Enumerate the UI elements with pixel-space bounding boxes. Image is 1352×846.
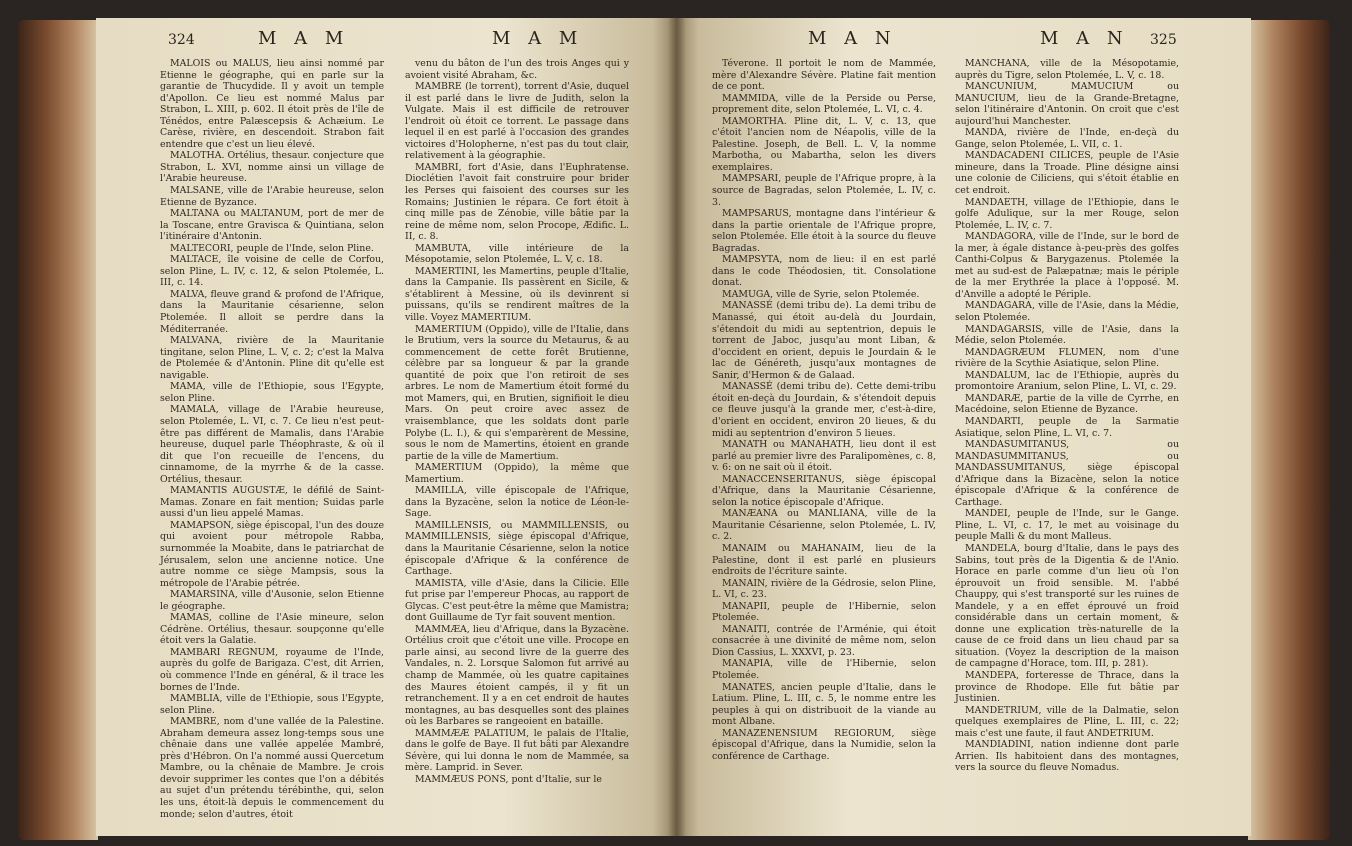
dictionary-entry: MAMISTA, ville d'Asie, dans la Cilicie. Elle fut prise par l'empereur Phocas, au rapport de Glycas. C'est peut-être la même que Mamistra; dont Guillaume de Tyr fait souvent mention. bbox=[405, 577, 629, 624]
dictionary-entry: MANAZENENSIUM REGIORUM, siège épiscopal d'Afrique, dans la Numidie, selon la conférence de Carthage. bbox=[712, 727, 936, 762]
dictionary-entry: MAMMÆA, lieu d'Afrique, dans la Byzacène. Ortélius croit que c'étoit une ville. Procope en parle ainsi, au second livre de la guerre des Vandales, n. 2. Lorsque Salomon fut arrivé au champ de Mammée, où les quatre capitaines des Maures étoient campés, il y fit un retranchement. Il y a en cet endroit de hautes montagnes, au bas desquelles sont des plaines où les Barbares se rangeoient en bataille. bbox=[405, 623, 629, 728]
dictionary-entry: MANAIM ou MAHANAIM, lieu de la Palestine, dont il est parlé en plusieurs endroits de l'écriture sainte. bbox=[712, 542, 936, 578]
dictionary-entry: MAMBLIA, ville de l'Ethiopie, sous l'Egypte, selon Pline. bbox=[160, 693, 384, 716]
dictionary-entry: MAMILLENSIS, ou MAMMILLENSIS, ou MAMMILLENSIS, siège épiscopal d'Afrique, dans la Mauritanie Césarienne, selon la notice épiscopale d'Afrique & la conférence de Carthage. bbox=[405, 519, 629, 578]
dictionary-entry: MAMUGA, ville de Syrie, selon Ptolemée. bbox=[722, 288, 920, 300]
dictionary-entry: MAMMIDA, ville de la Perside ou Perse, proprement dite, selon Ptolemée, L. VI, c. 4. bbox=[712, 92, 936, 116]
dictionary-entry: MANÆANA ou MANLIANA, ville de la Mauritanie Césarienne, selon Ptolemée, L. IV, c. 2. bbox=[712, 508, 936, 543]
dictionary-entry: MANDEI, peuple de l'Inde, sur le Gange. Pline, L. VI, c. 17, le met au voisinage du peuple Malli & du mont Malleus. bbox=[955, 508, 1179, 543]
dictionary-entry: MANDETRIUM, ville de la Dalmatie, selon quelques exemplaires de Pline, L. III, c. 22; mais c'est une faute, il faut ANDETRIUM. bbox=[955, 704, 1179, 739]
dictionary-entry: MAMA, ville de l'Ethiopie, sous l'Egypte, selon Pline. bbox=[160, 381, 384, 404]
dictionary-entry: MAMBARI REGNUM, royaume de l'Inde, auprès du golfe de Barigaza. C'est, dit Arrien, où commence l'Inde en général, & il trace les bornes de l'Inde. bbox=[160, 646, 384, 693]
dictionary-entry: MANAPIA, ville de l'Hibernie, selon Ptolemée. bbox=[712, 658, 936, 681]
dictionary-entry: MAMBRE, nom d'une vallée de la Palestine. Abraham demeura assez long-temps sous une chênaie dans une vallée appelée Mambré, près d'Hébron. On l'a nommé aussi Quercetum Mambre, ou la chênaie de Mambre. Je crois devoir supprimer les contes que l'on a débités au sujet d'un prétendu térébinthe, qui, selon les uns, étoit-là depuis le commencement du monde; selon d'autres, étoit bbox=[160, 716, 384, 820]
dictionary-entry: MAMPSARI, peuple de l'Afrique propre, à la source de Bagradas, selon Ptolemée, L. IV, c. 3. bbox=[712, 173, 936, 208]
right-page-column-1 bbox=[712, 58, 936, 762]
dictionary-entry: MAMMÆUS PONS, pont d'Italie, sur le bbox=[415, 773, 602, 785]
dictionary-entry: MANDAGARSIS, ville de l'Asie, dans la Médie, selon Ptolemée. bbox=[955, 323, 1179, 347]
dictionary-entry: venu du bâton de l'un des trois Anges qui y avoient visité Abraham, &c. bbox=[405, 58, 629, 81]
dictionary-entry: MANCHANA, ville de la Mésopotamie, auprès du Tigre, selon Ptolemée, L. V, c. 18. bbox=[955, 58, 1179, 81]
right-page-column-2 bbox=[955, 58, 1179, 774]
dictionary-entry: MAMBUTA, ville intérieure de la Mésopotamie, selon Ptolemée, L. V, c. 18. bbox=[405, 242, 629, 266]
right-page-edges bbox=[1248, 20, 1330, 840]
dictionary-entry: MANDAGARA, ville de l'Asie, dans la Médie, selon Ptolemée. bbox=[955, 300, 1179, 324]
dictionary-entry: MANAIN, rivière de la Gédrosie, selon Pline, L. VI, c. 23. bbox=[712, 577, 936, 601]
dictionary-entry: MAMERTIUM (Oppido), la même que Mamertium. bbox=[405, 462, 629, 485]
dictionary-entry: MANDASUMITANUS, ou MANDASUMMITANUS, ou MANDASSUMITANUS, siège épiscopal d'Afrique dans la Bizacène, selon la notice épiscopale d'Afrique & la conférence de Carthage. bbox=[955, 439, 1179, 508]
dictionary-entry: MANDALUM, lac de l'Ethiopie, auprès du promontoire Aranium, selon Pline, L. VI, c. 29. bbox=[955, 369, 1179, 393]
dictionary-entry: MANDARTI, peuple de la Sarmatie Asiatique, selon Pline, L. VI, c. 7. bbox=[955, 415, 1179, 439]
left-page-edges bbox=[18, 20, 98, 840]
right-page-number: 325 bbox=[1150, 32, 1177, 48]
right-header-col1: M A N bbox=[808, 28, 897, 49]
dictionary-entry: MALTECORI, peuple de l'Inde, selon Pline. bbox=[170, 242, 374, 254]
dictionary-entry: MALOIS ou MALUS, lieu ainsi nommé par Etienne le géographe, qui en parle sur la garantie de Thucydide. Il y avoit un temple d'Apollon. Ce lieu est nommé Malus par Strabon, L. XIII, p. 602. Il étoit près de l'île de Ténédos, entre Palæscepsis & Achæium. Le Carèse, rivière, en descendoit. Strabon fait entendre que c'est un lieu élevé. bbox=[160, 58, 384, 150]
left-page-column-1 bbox=[160, 58, 384, 820]
dictionary-entry: MALTANA ou MALTANUM, port de mer de la Toscane, entre Gravisca & Quintiana, selon l'itinéraire d'Antonin. bbox=[160, 208, 384, 243]
left-page-column-2 bbox=[405, 58, 629, 785]
dictionary-entry: MALTACE, île voisine de celle de Corfou, selon Pline, L. IV, c. 12, & selon Ptolemée, L. III, c. 14. bbox=[160, 254, 384, 289]
left-page-number: 324 bbox=[168, 32, 195, 48]
dictionary-entry: MANDAGRÆUM FLUMEN, nom d'une rivière de la Scythie Asiatique, selon Pline. bbox=[955, 346, 1179, 370]
right-header-col2: M A N bbox=[1040, 28, 1129, 49]
dictionary-entry: MALVANA, rivière de la Mauritanie tingitane, selon Pline, L. V, c. 2; c'est la Malva de Ptolemée & d'Antonin. Pline dit qu'elle est navigable. bbox=[160, 335, 384, 381]
dictionary-entry: MALVA, fleuve grand & profond de l'Afrique, dans la Mauritanie césarienne, selon Ptolemée. Il alloit se perdre dans la Méditerranée. bbox=[160, 288, 384, 335]
dictionary-entry: MAMPSARUS, montagne dans l'intérieur & dans la partie orientale de l'Afrique propre, selon Ptolemée. Elle étoit à la source du fleuve Bagradas. bbox=[712, 208, 936, 254]
dictionary-entry: MANCUNIUM, MAMUCIUM ou MANUCIUM, lieu de la Grande-Bretagne, selon l'itinéraire d'Antonin. On croit que c'est aujourd'hui Manchester. bbox=[955, 81, 1179, 127]
dictionary-entry: MANDAGORA, ville de l'Inde, sur le bord de la mer, à égale distance à-peu-près des golfes Canthi-Colpus & Barygazenus. Ptolemée la met au sud-est de Palæpatnæ; mais le périple de la mer Erythrée la place à l'opposé. M. d'Anville a adopté le Périple. bbox=[955, 231, 1179, 300]
book-gutter bbox=[668, 18, 686, 836]
dictionary-entry: MALOTHA. Ortélius, thesaur. conjecture que Strabon, L. XVI, nomme ainsi un village de l'Arabie heureuse. bbox=[160, 150, 384, 185]
dictionary-entry: MANAITI, contrée de l'Arménie, qui étoit consacrée à une divinité de même nom, selon Dion Cassius, L. XXXVI, p. 23. bbox=[712, 623, 936, 658]
dictionary-entry: MANAPII, peuple de l'Hibernie, selon Ptolemée. bbox=[712, 600, 936, 624]
dictionary-entry: MAMILLA, ville épiscopale de l'Afrique, dans la Byzacène, selon la notice de Léon-le-Sage. bbox=[405, 485, 629, 520]
dictionary-entry: MALSANE, ville de l'Arabie heureuse, selon Etienne de Byzance. bbox=[160, 185, 384, 208]
dictionary-entry: MANDARÆ, partie de la ville de Cyrrhe, en Macédoine, selon Etienne de Byzance. bbox=[955, 392, 1179, 416]
dictionary-entry: MANASSÉ (demi tribu de). La demi tribu de Manassé, qui étoit au-delà du Jourdain, s'étendoit du midi au septentrion, depuis le torrent de Jaboc, jusqu'au mont Liban, & d'occident en orient, depuis le Jourdain & le lac de Généreth, jusqu'aux montagnes de Sanir, d'Hermon & de Galaad. bbox=[712, 300, 936, 381]
dictionary-entry: MANDAETH, village de l'Ethiopie, dans le golfe Adulique, sur la mer Rouge, selon Ptolemée, L. IV, c. 7. bbox=[955, 196, 1179, 231]
dictionary-entry: MAMAPSON, siège épiscopal, l'un des douze qui avoient pour métropole Rabba, surnommée la Moabite, dans le patriarchat de Jérusalem, selon une ancienne notice. Une autre nomme ce siège Mampsis, sous la métropole de l'Arabie pétrée. bbox=[160, 519, 384, 589]
dictionary-entry: MANATH ou MANAHATH, lieu dont il est parlé au premier livre des Paralipomènes, c. 8, v. 6: on ne sait où il étoit. bbox=[712, 439, 936, 474]
left-header-col1: M A M bbox=[258, 28, 350, 49]
left-header-col2: M A M bbox=[492, 28, 584, 49]
dictionary-entry: MAMANTIS AUGUSTÆ, le défilé de Saint-Mamas. Zonare en fait mention; Suidas parle aussi d'un lieu appelé Mamas. bbox=[160, 485, 384, 520]
dictionary-entry: MAMERTINI, les Mamertins, peuple d'Italie, dans la Campanie. Ils passèrent en Sicile, & s'établirent à Messine, où ils devinrent si puissans, qu'ils se rendirent maîtres de la ville. Voyez MAMERTIUM. bbox=[405, 265, 629, 324]
dictionary-entry: MANDEPA, forteresse de Thrace, dans la province de Rhodope. Elle fut bâtie par Justinien. bbox=[955, 669, 1179, 705]
dictionary-entry: MAMERTIUM (Oppido), ville de l'Italie, dans le Brutium, vers la source du Metaurus, & au commencement de cette forêt Brutienne, célèbre par sa longueur & par la grande quantité de poix que l'on retiroit de ses arbres. Le nom de Mamertium étoit formé du mot Mamers, qui, en Brutien, signifioit le dieu Mars. On peut croire avec assez de vraisemblance, que les soldats dont parle Polybe (L. I.), & qui s'emparèrent de Messine, sous le nom de Mamertins, étoient en grande partie de la ville de Mamertium. bbox=[405, 323, 629, 462]
dictionary-entry: MANATES, ancien peuple d'Italie, dans le Latium. Pline, L. III, c. 5, le nomme entre les peuples à qui on distribuoit de la viande au mont Albane. bbox=[712, 681, 936, 728]
dictionary-entry: MANDIADINI, nation indienne dont parle Arrien. Ils habitoient dans des montagnes, vers la source du fleuve Nomadus. bbox=[955, 739, 1179, 774]
dictionary-entry: MANDACADENI CILICES, peuple de l'Asie mineure, dans la Troade. Pline désigne ainsi une colonie de Ciliciens, qui s'étoit établie en cet endroit. bbox=[955, 150, 1179, 197]
dictionary-entry: MANASSÉ (demi tribu de). Cette demi-tribu étoit en-deçà du Jourdain, & s'étendoit depuis ce fleuve jusqu'à la grande mer, c'est-à-dire, d'orient en occident, environ 20 lieues, & du midi au septentrion d'environ 5 lieues. bbox=[712, 381, 936, 439]
dictionary-entry: Téverone. Il portoit le nom de Mammée, mère d'Alexandre Sévère. Platine fait mention de ce pont. bbox=[712, 58, 936, 93]
dictionary-entry: MAMMÆÆ PALATIUM, le palais de l'Italie, dans le golfe de Baye. Il fut bâti par Alexandre Sévère, qui lui donna le nom de Mammée, sa mère. Lamprid. in Sever. bbox=[405, 727, 629, 774]
dictionary-entry: MAMORTHA. Pline dit, L. V, c. 13, que c'étoit l'ancien nom de Néapolis, ville de la Palestine. Joseph, de Bell. L. V, la nomme Marbotha, ou Mabartha, selon les divers exemplaires. bbox=[712, 115, 936, 173]
dictionary-entry: MANDELA, bourg d'Italie, dans le pays des Sabins, tout près de la Digentia & de l'Anio. Horace en parle comme d'un lieu où l'on éprouvoit un froid sensible. M. l'abbé Chauppy, qui s'est transporté sur les ruines de Mandele, y a en effet éprouvé un froid considérable dans un certain moment, & donne une explication très-naturelle de la cause de ce froid dans un lieu chaud par sa situation. (Voyez la description de la maison de campagne d'Horace, tom. III, p. 281). bbox=[955, 542, 1179, 670]
dictionary-entry: MAMALA, village de l'Arabie heureuse, selon Ptolemée, L. VI, c. 7. Ce lieu n'est peut-être pas différent de Mamalis, dans l'Arabie heureuse, duquel parle Théophraste, & où il dit que l'on recueille de l'encens, du cinnamome, de la myrrhe & de la casse. Ortélius, thesaur. bbox=[160, 404, 384, 485]
dictionary-entry: MANDA, rivière de l'Inde, en-deçà du Gange, selon Ptolemée, L. VII, c. 1. bbox=[955, 127, 1179, 150]
dictionary-entry: MAMARSINA, ville d'Ausonie, selon Etienne le géographe. bbox=[160, 589, 384, 612]
dictionary-entry: MAMPSYTA, nom de lieu: il en est parlé dans le code Théodosien, tit. Consolatione donat. bbox=[712, 254, 936, 289]
dictionary-entry: MAMBRE (le torrent), torrent d'Asie, duquel il est parlé dans le livre de Judith, selon la Vulgate. Mais il est difficile de retrouver l'endroit où étoit ce torrent. Le passage dans lequel il en est parlé à l'occasion des grandes victoires d'Holopherne, n'est pas du tout clair, relativement à la géographie. bbox=[405, 81, 629, 162]
dictionary-entry: MAMAS, colline de l'Asie mineure, selon Cédrène. Ortélius, thesaur. soupçonne qu'elle étoit vers la Galatie. bbox=[160, 612, 384, 647]
dictionary-entry: MAMBRI, fort d'Asie, dans l'Euphratense. Dioclétien l'avoit fait construire pour brider les Perses qui faisoient des courses sur les Romains; Justinien le répara. Ce fort étoit à cinq mille pas de Zénobie, ville bâtie par la reine de même nom, selon Procope, Ædific. L. II, c. 8. bbox=[405, 161, 629, 243]
dictionary-entry: MANACCENSERITANUS, siège épiscopal d'Afrique, dans la Mauritanie Césarienne, selon la notice épiscopale d'Afrique. bbox=[712, 473, 936, 508]
